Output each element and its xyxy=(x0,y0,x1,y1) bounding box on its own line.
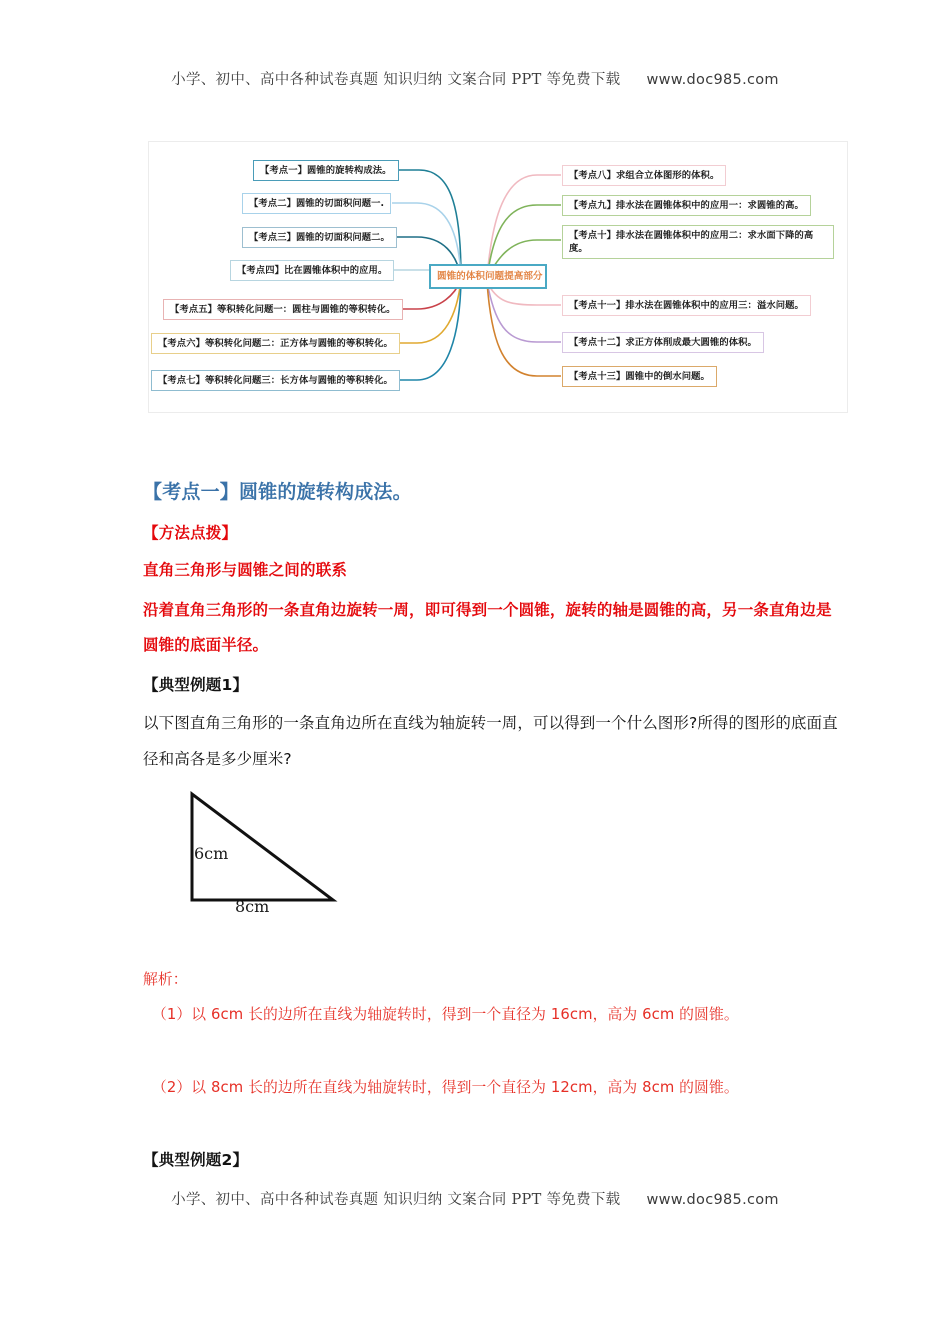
mindmap-node-13-label: 【考点十三】圆锥中的倒水问题。 xyxy=(569,371,710,382)
mindmap-figure xyxy=(148,141,848,413)
mindmap-node-1 xyxy=(253,160,399,181)
mindmap-node-7 xyxy=(151,370,400,391)
mindmap-center-node xyxy=(429,264,547,289)
mindmap-node-4 xyxy=(230,260,394,281)
mindmap-node-3 xyxy=(242,227,397,248)
header-watermark-text: 小学、初中、高中各种试卷真题 知识归纳 文案合同 PPT 等免费下载 xyxy=(171,72,621,88)
mindmap-node-3-label: 【考点三】圆锥的切面积问题二。 xyxy=(249,232,390,243)
mindmap-node-1-label: 【考点一】圆锥的旋转构成法。 xyxy=(260,165,392,176)
method-heading: 【方法点拨】 xyxy=(143,524,238,542)
method-body: 沿着直角三角形的一条直角边旋转一周，即可得到一个圆锥，旋转的轴是圆锥的高，另一条直角边是圆锥的底面半径。 xyxy=(143,601,832,654)
mindmap-node-9-label: 【考点九】排水法在圆锥体积中的应用一：求圆锥的高。 xyxy=(569,200,804,211)
right-triangle-figure xyxy=(178,786,368,926)
footer-watermark xyxy=(0,1188,950,1209)
mindmap-node-4-label: 【考点四】比在圆锥体积中的应用。 xyxy=(237,265,388,276)
example1-body: 以下图直角三角形的一条直角边所在直线为轴旋转一周，可以得到一个什么图形?所得的图形的底面直径和高各是多少厘米? xyxy=(143,714,838,768)
header-watermark xyxy=(0,68,950,89)
mindmap-node-11 xyxy=(562,295,811,316)
analysis-heading: 解析： xyxy=(143,971,188,988)
example2-heading: 【典型例题2】 xyxy=(143,1151,249,1169)
mindmap-node-13 xyxy=(562,366,717,387)
mindmap-node-2 xyxy=(242,193,391,214)
mindmap-node-6 xyxy=(151,333,400,354)
mindmap-node-11-label: 【考点十一】排水法在圆锥体积中的应用三：溢水问题。 xyxy=(569,300,804,311)
triangle-height-label: 6cm xyxy=(194,844,229,863)
footer-watermark-text: 小学、初中、高中各种试卷真题 知识归纳 文案合同 PPT 等免费下载 xyxy=(171,1192,621,1208)
mindmap-node-8-label: 【考点八】求组合立体图形的体积。 xyxy=(569,170,720,181)
example1-heading: 【典型例题1】 xyxy=(143,676,249,694)
method-subheading: 直角三角形与圆锥之间的联系 xyxy=(143,561,348,579)
topic-heading: 【考点一】圆锥的旋转构成法。 xyxy=(143,481,412,503)
mindmap-node-5-label: 【考点五】等积转化问题一：圆柱与圆锥的等积转化。 xyxy=(170,304,396,315)
mindmap-node-10-label: 【考点十】排水法在圆锥体积中的应用二：求水面下降的高度。 xyxy=(569,230,814,254)
mindmap-node-2-label: 【考点二】圆锥的切面积问题一. xyxy=(249,198,385,209)
mindmap-node-8 xyxy=(562,165,726,186)
mindmap-center-label: 圆锥的体积问题提高部分 xyxy=(437,271,543,282)
mindmap-node-5 xyxy=(163,299,403,320)
analysis-item-1: （1）以 6cm 长的边所在直线为轴旋转时，得到一个直径为 16cm，高为 6cm 的圆锥。 xyxy=(152,1006,739,1023)
triangle-base-label: 8cm xyxy=(235,897,270,916)
mindmap-node-6-label: 【考点六】等积转化问题二：正方体与圆锥的等积转化。 xyxy=(158,338,393,349)
mindmap-node-9 xyxy=(562,195,811,216)
analysis-item-2: （2）以 8cm 长的边所在直线为轴旋转时，得到一个直径为 12cm，高为 8cm 的圆锥。 xyxy=(152,1079,739,1096)
footer-watermark-url: www.doc985.com xyxy=(646,1192,779,1208)
mindmap-node-12 xyxy=(562,332,764,353)
mindmap-node-10 xyxy=(562,225,834,259)
mindmap-node-7-label: 【考点七】等积转化问题三：长方体与圆锥的等积转化。 xyxy=(158,375,393,386)
mindmap-node-12-label: 【考点十二】求正方体削成最大圆锥的体积。 xyxy=(569,337,757,348)
header-watermark-url: www.doc985.com xyxy=(646,72,779,88)
